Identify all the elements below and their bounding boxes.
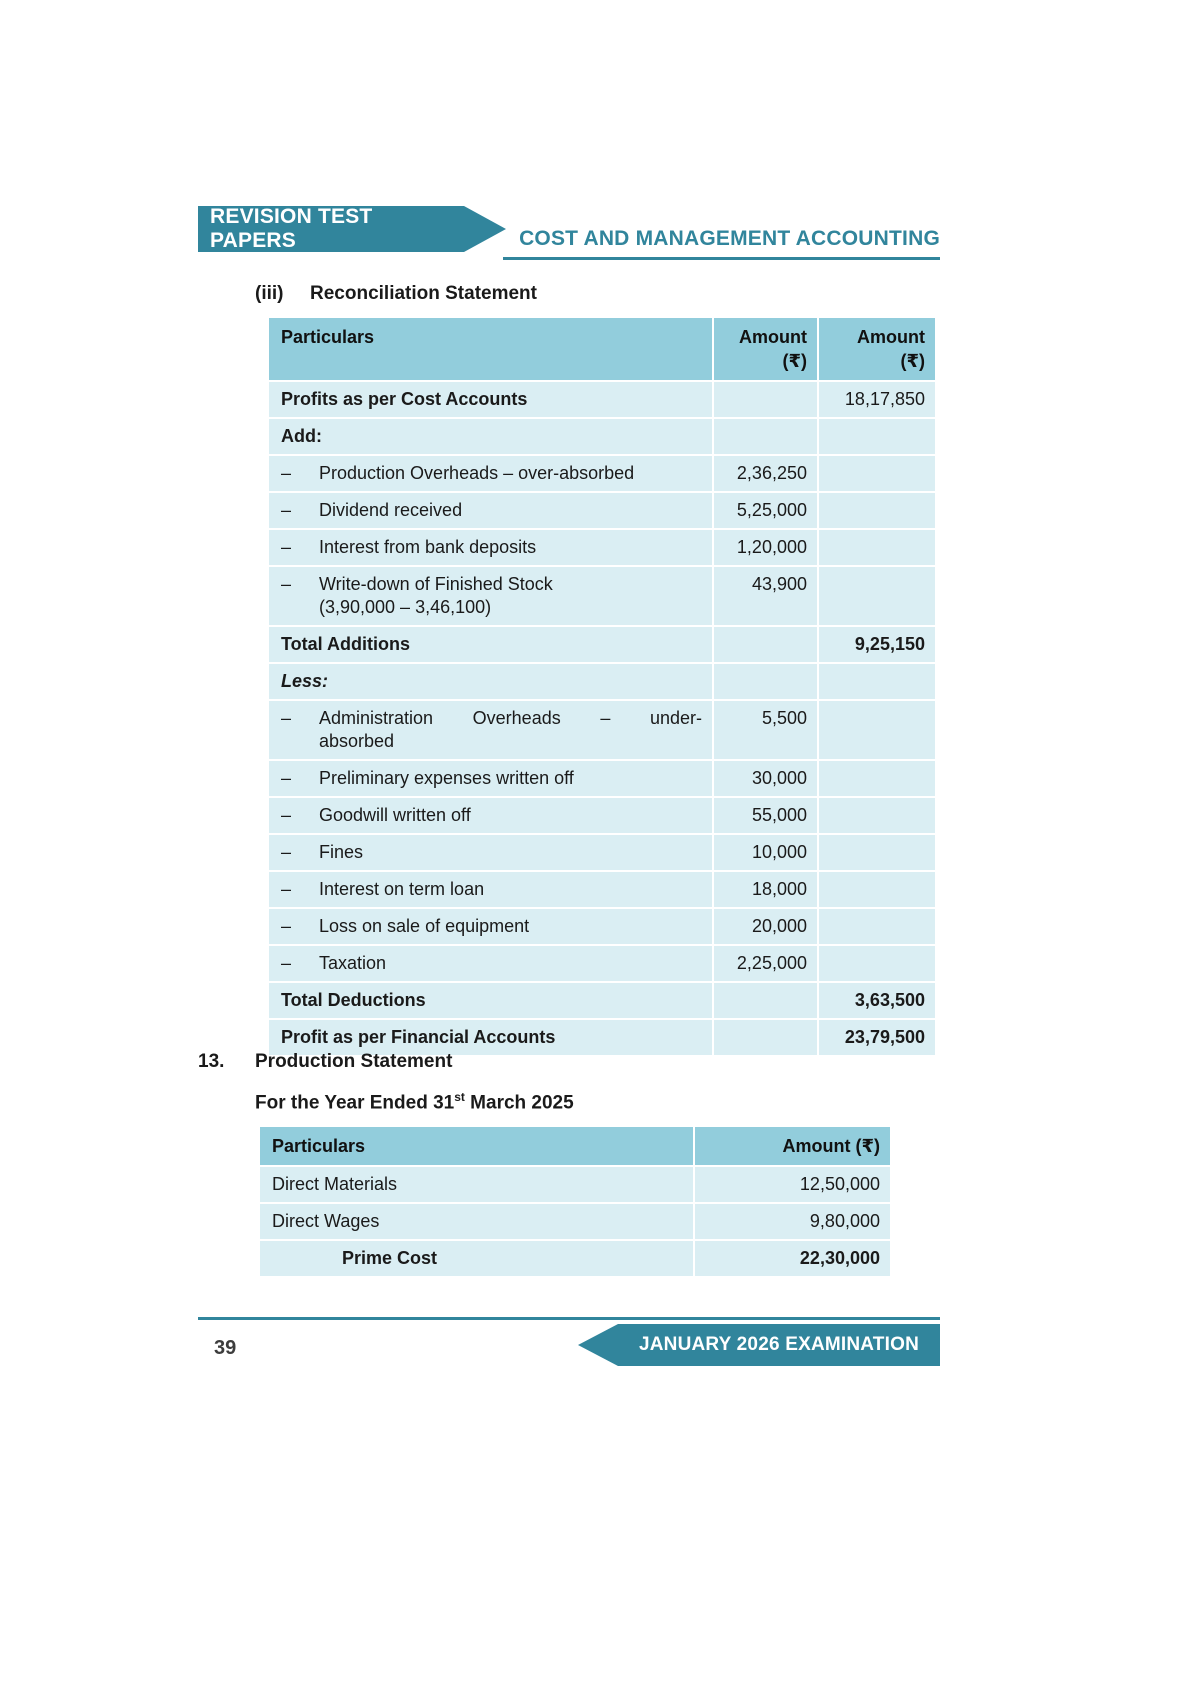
table-row — [268, 418, 936, 455]
footer-banner — [618, 1324, 940, 1366]
row-label-line: (3,90,000 – 3,46,100) — [319, 597, 492, 617]
table-header-row — [268, 317, 936, 381]
production-table-body — [259, 1166, 891, 1277]
amount-cell-1: 20,000 — [713, 908, 818, 945]
particulars-cell — [268, 945, 713, 982]
amount-cell-1: 5,500 — [713, 700, 818, 760]
row-content — [281, 804, 702, 827]
table-row — [259, 1203, 891, 1240]
amount-cell-1 — [713, 1019, 818, 1056]
row-label-line: Interest from bank deposits — [319, 537, 537, 557]
ordinal-suffix: st — [454, 1090, 465, 1104]
particulars-cell: Prime Cost — [259, 1240, 694, 1277]
amount-cell-1: 5,25,000 — [713, 492, 818, 529]
table-row — [268, 455, 936, 492]
row-label-line: Production Overheads – over-absorbed — [319, 463, 635, 483]
section-number: (iii) — [255, 283, 284, 304]
production-heading — [198, 1051, 452, 1073]
row-label-line: Taxation — [319, 953, 387, 973]
dash-bullet: – — [281, 708, 292, 728]
row-content — [281, 767, 702, 790]
amount-cell-1: 18,000 — [713, 871, 818, 908]
row-content — [281, 952, 702, 975]
row-content — [281, 536, 702, 559]
dash-bullet: – — [281, 574, 292, 594]
table-row — [268, 566, 936, 626]
amount-cell-1: 2,36,250 — [713, 455, 818, 492]
col-header-amount-2 — [818, 317, 936, 381]
amount-cell-2 — [818, 797, 936, 834]
amount-cell-2: 23,79,500 — [818, 1019, 936, 1056]
col-header-line: Amount — [857, 327, 925, 347]
particulars-cell — [268, 492, 713, 529]
table-row — [268, 492, 936, 529]
particulars-cell — [268, 700, 713, 760]
row-label — [319, 573, 702, 619]
particulars-cell — [268, 626, 713, 663]
particulars-cell — [268, 566, 713, 626]
amount-cell-1: 30,000 — [713, 760, 818, 797]
col-header-amount: Amount (₹) — [694, 1126, 891, 1166]
col-header-line: Amount — [739, 327, 807, 347]
col-header-line: (₹) — [900, 351, 925, 371]
row-content — [281, 841, 702, 864]
amount-cell-2: 18,17,850 — [818, 381, 936, 418]
row-content — [281, 462, 702, 485]
amount-cell: 12,50,000 — [694, 1166, 891, 1203]
section-title: Reconciliation Statement — [310, 283, 537, 304]
document-title: COST AND MANAGEMENT ACCOUNTING — [519, 227, 940, 250]
table-row — [259, 1240, 891, 1277]
col-header-line: (₹) — [782, 351, 807, 371]
table-row — [268, 945, 936, 982]
row-label — [319, 841, 702, 864]
amount-cell-2 — [818, 529, 936, 566]
row-label-line: Dividend received — [319, 500, 463, 520]
amount-cell-2 — [818, 418, 936, 455]
row-label-line: Goodwill written off — [319, 805, 471, 825]
particulars-cell — [268, 663, 713, 700]
table-row — [259, 1166, 891, 1203]
page-number: 39 — [214, 1337, 237, 1359]
particulars-cell — [268, 529, 713, 566]
dash-bullet: – — [281, 537, 292, 557]
particulars-cell — [268, 381, 713, 418]
amount-cell-2 — [818, 700, 936, 760]
amount-cell: 22,30,000 — [694, 1240, 891, 1277]
amount-cell-2: 9,25,150 — [818, 626, 936, 663]
table-row — [268, 797, 936, 834]
row-label-line: Interest on term loan — [319, 879, 485, 899]
amount-cell-2 — [818, 834, 936, 871]
table-row — [268, 982, 936, 1019]
particulars-cell: Direct Wages — [259, 1203, 694, 1240]
table-row — [268, 700, 936, 760]
row-label-line: Administration Overheads – under- — [319, 708, 702, 728]
row-label — [319, 952, 702, 975]
dash-bullet: – — [281, 463, 292, 483]
row-label — [319, 462, 702, 485]
particulars-cell — [268, 760, 713, 797]
row-label — [319, 804, 702, 827]
header-rule — [503, 257, 940, 260]
particulars-cell: Direct Materials — [259, 1166, 694, 1203]
table-row — [268, 381, 936, 418]
row-label-line: Fines — [319, 842, 364, 862]
particulars-cell — [268, 797, 713, 834]
dash-bullet: – — [281, 879, 292, 899]
dash-bullet: – — [281, 842, 292, 862]
particulars-cell — [268, 871, 713, 908]
particulars-cell — [268, 834, 713, 871]
row-label — [319, 707, 702, 753]
row-label — [319, 915, 702, 938]
item-number: 13. — [198, 1051, 225, 1072]
row-content — [281, 573, 702, 619]
particulars-cell — [268, 982, 713, 1019]
table-row — [268, 908, 936, 945]
particulars-cell — [268, 418, 713, 455]
amount-cell-2 — [818, 760, 936, 797]
row-content — [281, 499, 702, 522]
footer-rule — [198, 1317, 940, 1320]
dash-bullet: – — [281, 500, 292, 520]
header-banner-label: REVISION TEST PAPERS — [210, 205, 373, 252]
row-content — [281, 707, 702, 753]
dash-bullet: – — [281, 768, 292, 788]
footer-banner-label: JANUARY 2026 EXAMINATION — [638, 1334, 919, 1355]
table-header-row — [259, 1126, 891, 1166]
row-label — [319, 878, 702, 901]
table-row — [268, 871, 936, 908]
table-row — [268, 663, 936, 700]
col-header-particulars: Particulars — [268, 317, 713, 381]
subtitle-text: For the Year Ended 31 — [255, 1092, 455, 1114]
amount-cell-2 — [818, 455, 936, 492]
production-table — [258, 1125, 892, 1278]
header-banner — [198, 206, 464, 252]
amount-cell-2 — [818, 663, 936, 700]
row-label-line: Preliminary expenses written off — [319, 768, 574, 788]
dash-bullet: – — [281, 953, 292, 973]
row-label: Profits as per Cost Accounts — [281, 389, 528, 409]
table-row — [268, 626, 936, 663]
dash-bullet: – — [281, 916, 292, 936]
amount-cell-1: 10,000 — [713, 834, 818, 871]
row-label — [319, 767, 702, 790]
row-content — [281, 878, 702, 901]
row-label: Profit as per Financial Accounts — [281, 1027, 556, 1047]
production-title: Production Statement — [255, 1051, 453, 1072]
amount-cell-1: 43,900 — [713, 566, 818, 626]
amount-cell-1 — [713, 982, 818, 1019]
production-subtitle — [255, 1090, 574, 1114]
amount-cell-2: 3,63,500 — [818, 982, 936, 1019]
amount-cell-1 — [713, 663, 818, 700]
row-label: Total Deductions — [281, 990, 426, 1010]
subtitle-text-2: March 2025 — [464, 1092, 574, 1114]
row-label: Less: — [281, 671, 329, 691]
row-content — [281, 915, 702, 938]
table-row — [268, 529, 936, 566]
table-row — [268, 834, 936, 871]
table-row — [268, 760, 936, 797]
row-label-line: Write-down of Finished Stock — [319, 574, 553, 594]
row-label: Add: — [281, 426, 322, 446]
amount-cell-1 — [713, 381, 818, 418]
amount-cell-1: 1,20,000 — [713, 529, 818, 566]
row-label-line: Loss on sale of equipment — [319, 916, 530, 936]
amount-cell-1 — [713, 418, 818, 455]
amount-cell-1: 2,25,000 — [713, 945, 818, 982]
dash-bullet: – — [281, 805, 292, 825]
row-label-line: absorbed — [319, 731, 395, 751]
row-label — [319, 536, 702, 559]
col-header-particulars: Particulars — [259, 1126, 694, 1166]
amount-cell-1: 55,000 — [713, 797, 818, 834]
col-header-amount-1 — [713, 317, 818, 381]
row-label — [319, 499, 702, 522]
particulars-cell — [268, 908, 713, 945]
amount-cell: 9,80,000 — [694, 1203, 891, 1240]
amount-cell-2 — [818, 945, 936, 982]
section-heading — [255, 283, 537, 305]
reconciliation-table-body — [268, 381, 936, 1056]
amount-cell-2 — [818, 871, 936, 908]
amount-cell-2 — [818, 566, 936, 626]
amount-cell-2 — [818, 908, 936, 945]
particulars-cell — [268, 455, 713, 492]
amount-cell-1 — [713, 626, 818, 663]
reconciliation-table — [267, 316, 937, 1057]
amount-cell-2 — [818, 492, 936, 529]
row-label: Total Additions — [281, 634, 410, 654]
